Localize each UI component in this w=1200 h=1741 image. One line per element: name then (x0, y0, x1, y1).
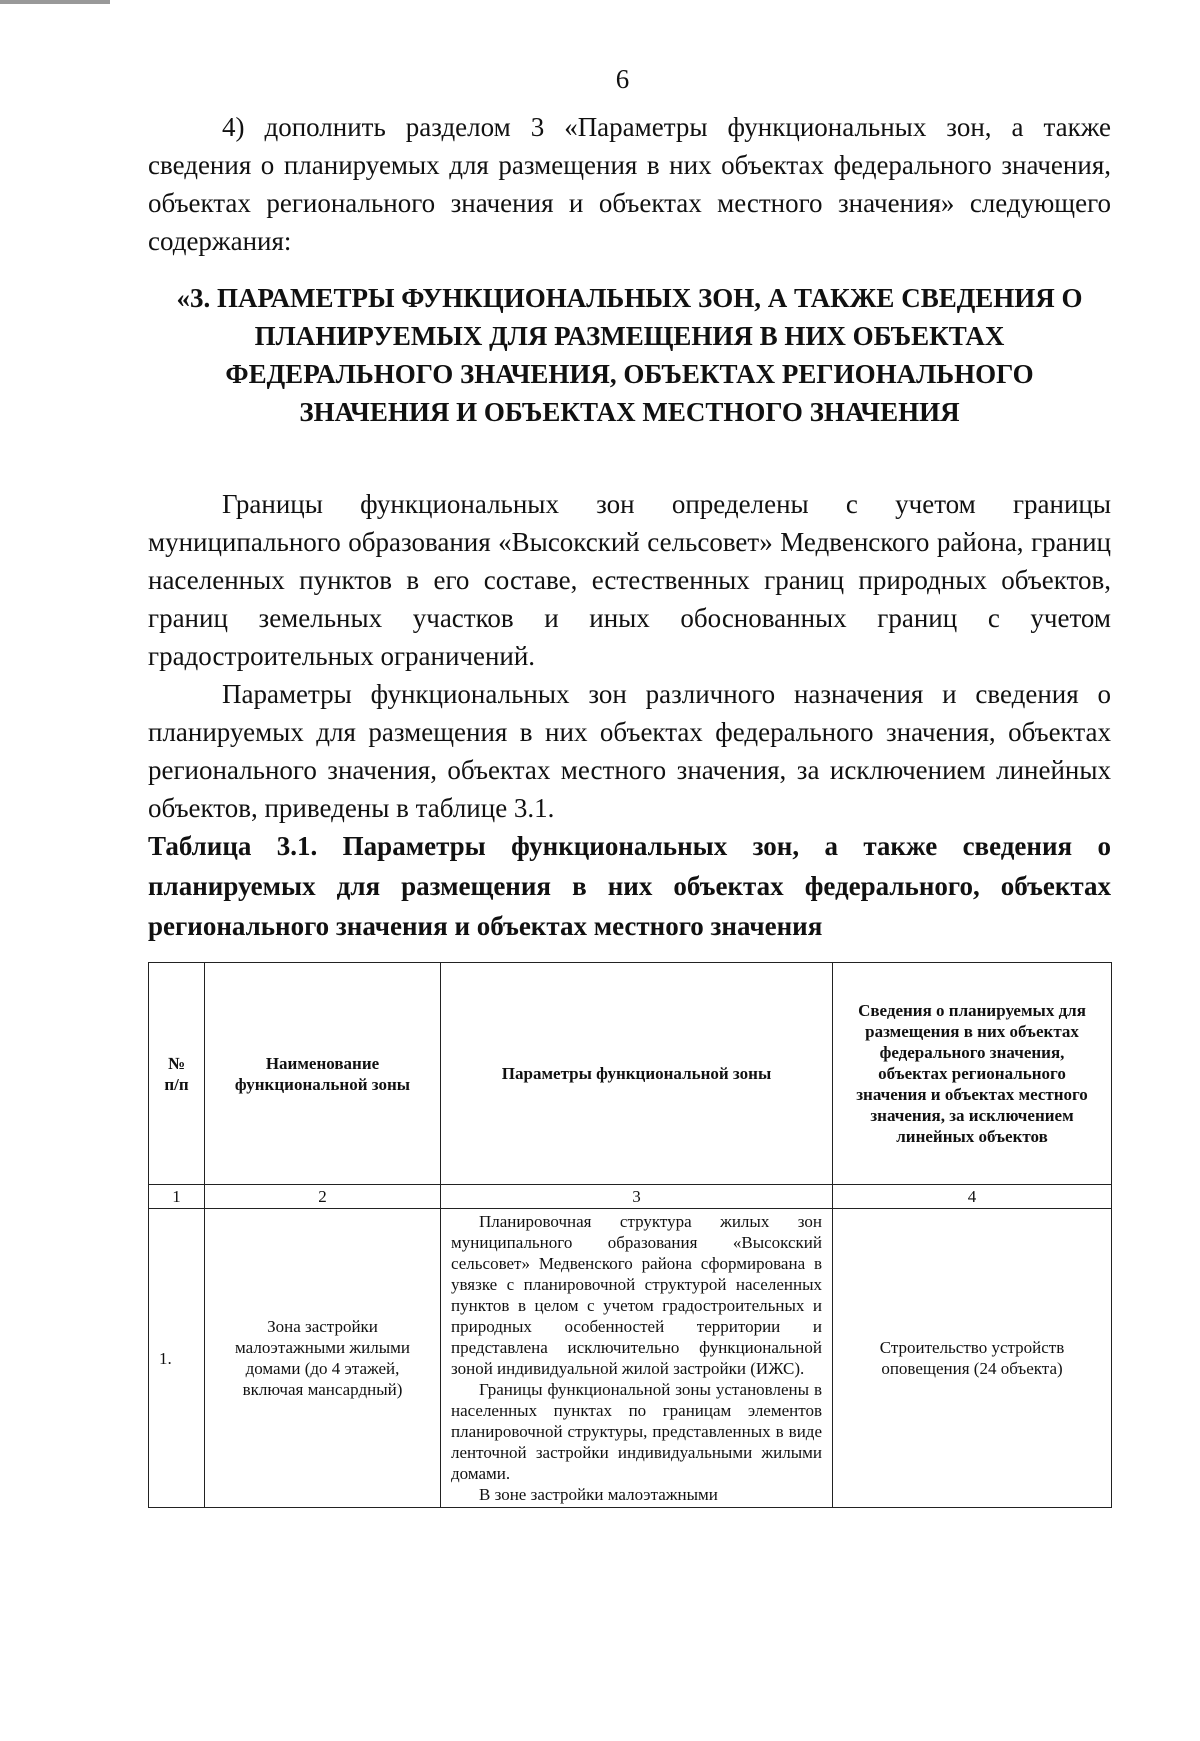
scan-edge-mark (0, 0, 110, 4)
column-number: 3 (441, 1185, 833, 1209)
params-paragraph: Планировочная структура жилых зон муниципального образования «Высокский сельсовет» Медвенского района сформирована в увязке с планировочной структурой населенных пунктов в целом с учетом градостроительных и природных особенностей территории и представлена исключительно функциональной зоной индивидуальной жилой застройки (ИЖС). (451, 1212, 822, 1378)
body-paragraph-2: Параметры функциональных зон различного назначения и сведения о планируемых для размещения в них объектах федерального значения, объектах регионального значения, объектах местного значения, за исключением линейных объектов, приведены в таблице 3.1. (148, 679, 1111, 823)
table-caption: Таблица 3.1. Параметры функциональных зон, а также сведения о планируемых для размещения в них объектах федерального, объектах регионального значения и объектах местного значения (148, 831, 1111, 941)
intro-paragraph (148, 108, 1111, 260)
page-number: 6 (615, 64, 630, 94)
column-number: 4 (833, 1185, 1112, 1209)
row-zone-name: Зона застройки малоэтажными жилыми домами (до 4 этажей, включая мансардный) (205, 1209, 441, 1508)
intro-text: 4) дополнить разделом 3 «Параметры функциональных зон, а также сведения о планируемых для размещения в них объектах федерального значения, объектах регионального значения и объектах местного значения» следующего содержания: (148, 112, 1111, 256)
header-number: № п/п (149, 963, 205, 1185)
header-zone-params: Параметры функциональной зоны (441, 963, 833, 1185)
params-paragraph: В зоне застройки малоэтажными (479, 1485, 718, 1504)
row-number: 1. (149, 1209, 205, 1508)
table-header-row (149, 963, 1112, 1185)
header-zone-name: Наименование функциональной зоны (205, 963, 441, 1185)
table-column-numbers-row (149, 1185, 1112, 1209)
header-planned-objects: Сведения о планируемых для размещения в них объектах федерального значения, объектах регионального значения и объектах местного значения, за исключением линейных объектов (833, 963, 1112, 1185)
column-number: 2 (205, 1185, 441, 1209)
row-planned-objects: Строительство устройств оповещения (24 объекта) (833, 1209, 1112, 1508)
section-heading: «3. ПАРАМЕТРЫ ФУНКЦИОНАЛЬНЫХ ЗОН, А ТАКЖЕ СВЕДЕНИЯ О ПЛАНИРУЕМЫХ ДЛЯ РАЗМЕЩЕНИЯ В НИХ ОБЪЕКТАХ ФЕДЕРАЛЬНОГО ЗНАЧЕНИЯ, ОБЪЕКТАХ РЕГИОНАЛЬНОГО ЗНАЧЕНИЯ И ОБЪЕКТАХ МЕСТНОГО ЗНАЧЕНИЯ (176, 283, 1083, 427)
section-body (148, 485, 1111, 827)
body-paragraph-1: Границы функциональных зон определены с учетом границы муниципального образования «Высокский сельсовет» Медвенского района, границ населенных пунктов в его составе, естественных границ природных объектов, границ земельных участков и иных обоснованных границ с учетом градостроительных ограничений. (148, 489, 1111, 671)
row-zone-params (441, 1209, 833, 1508)
column-number: 1 (149, 1185, 205, 1209)
zones-table (148, 962, 1112, 1508)
params-paragraph: Границы функциональной зоны установлены в населенных пунктах по границам элементов планировочной структуры, представленных в виде ленточной застройки индивидуальными жилыми домами. (451, 1380, 822, 1483)
table-row (149, 1209, 1112, 1508)
